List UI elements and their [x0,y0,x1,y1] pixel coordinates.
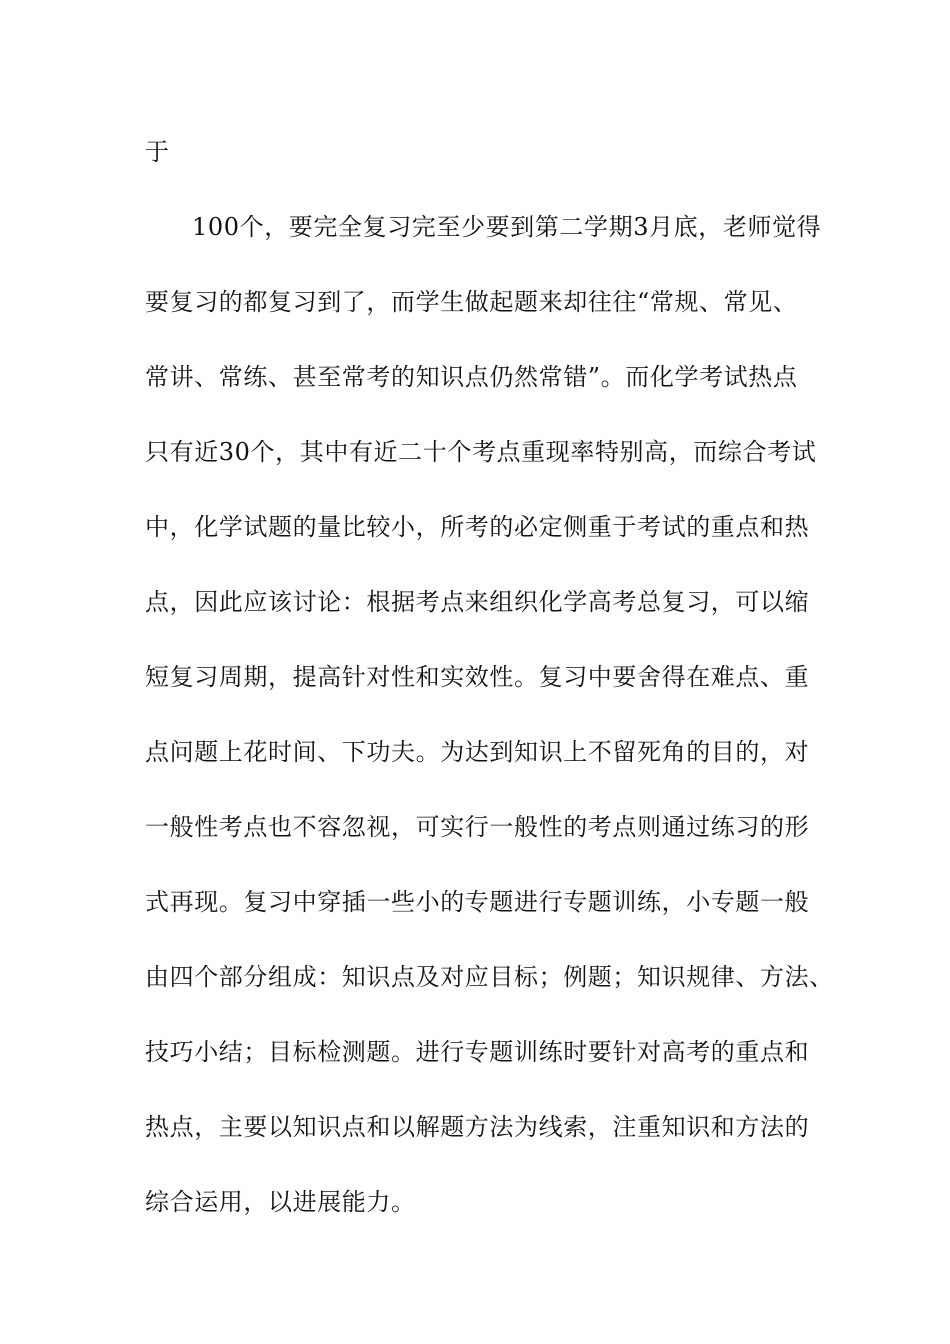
text-line-11: 式再现。复习中穿插一些小的专题进行专题训练，小专题一般 [145,888,810,916]
text-line-1: 于 [145,138,170,166]
text-line-5: 只有近30个，其中有近二十个考点重现率特别高，而综合考试 [145,438,817,466]
text-line-2: 100个，要完全复习完至少要到第二学期3月底，老师觉得 [192,213,822,241]
text-line-6: 中，化学试题的量比较小，所考的必定侧重于考试的重点和热 [145,513,810,541]
text-line-8: 短复习周期，提高针对性和实效性。复习中要舍得在难点、重 [145,663,810,691]
text-line-13: 技巧小结；目标检测题。进行专题训练时要针对高考的重点和 [145,1038,810,1066]
text-line-12: 由四个部分组成：知识点及对应目标；例题；知识规律、方法、 [145,963,834,991]
text-line-7: 点，因此应该讨论：根据考点来组织化学高考总复习，可以缩 [145,588,810,616]
text-line-14: 热点，主要以知识点和以解题方法为线索，注重知识和方法的 [145,1113,810,1141]
text-line-3: 要复习的都复习到了，而学生做起题来却往往“常规、常见、 [145,288,798,316]
text-line-4: 常讲、常练、甚至常考的知识点仍然常错”。而化学考试热点 [145,363,798,391]
text-line-9: 点问题上花时间、下功夫。为达到知识上不留死角的目的，对 [145,738,810,766]
text-line-15: 综合运用，以进展能力。 [145,1188,416,1216]
text-line-10: 一般性考点也不容忽视，可实行一般性的考点则通过练习的形 [145,813,810,841]
